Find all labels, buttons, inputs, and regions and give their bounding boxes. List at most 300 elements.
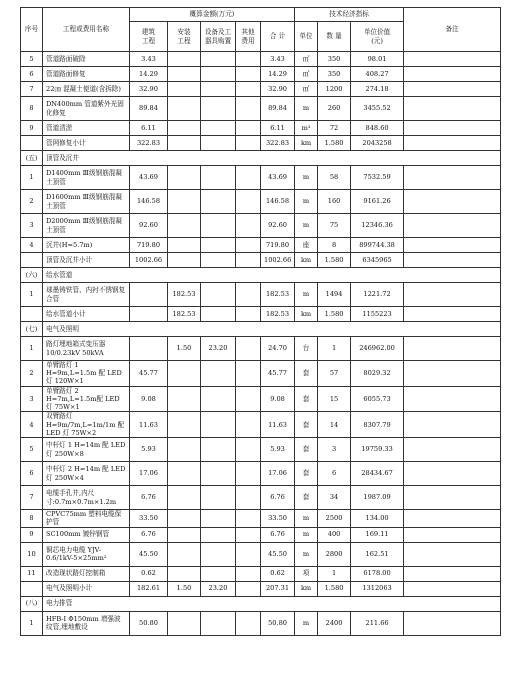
row-quantity: 15: [318, 386, 351, 412]
section-row: [21, 596, 501, 611]
header-estimate-group: 概算金额(万元): [130, 8, 295, 22]
row-total: 32.90: [261, 82, 295, 97]
row-seq: [21, 307, 43, 322]
row-total: 6.76: [261, 527, 295, 542]
table-row: [21, 67, 501, 82]
row-unit: m: [295, 190, 318, 214]
row-remark: [404, 510, 501, 527]
row-total: 1002.66: [261, 253, 295, 268]
row-installation: [168, 166, 201, 190]
table-row: [21, 136, 501, 151]
row-unit-value: 1987.09: [351, 486, 404, 510]
row-remark: [404, 67, 501, 82]
table-row: [21, 82, 501, 97]
row-equipment: [201, 307, 236, 322]
row-unit-value: 211.66: [351, 611, 404, 635]
row-construction: 11.63: [130, 412, 168, 438]
row-unit-value: 246962.00: [351, 337, 404, 361]
row-remark: [404, 283, 501, 307]
row-seq: [21, 136, 43, 151]
row-equipment: [201, 412, 236, 438]
row-remark: [404, 52, 501, 67]
row-seq: [21, 253, 43, 268]
row-total: 6.11: [261, 121, 295, 136]
row-name: 管道路面破除: [43, 52, 130, 67]
row-equipment: [201, 253, 236, 268]
row-other: [236, 97, 261, 121]
row-unit: 项: [295, 566, 318, 581]
row-quantity: 260: [318, 97, 351, 121]
row-unit: ㎡: [295, 67, 318, 82]
row-unit: 套: [295, 386, 318, 412]
row-seq: 2: [21, 190, 43, 214]
header-remark: 备注: [404, 8, 501, 52]
row-total: 5.93: [261, 438, 295, 462]
header-seq: 序号: [21, 8, 43, 52]
row-installation: 182.53: [168, 283, 201, 307]
row-unit-value: 3455.52: [351, 97, 404, 121]
row-other: [236, 52, 261, 67]
row-name: DN400mm 管道紫外光固化修复: [43, 97, 130, 121]
row-remark: [404, 611, 501, 635]
row-installation: 182.53: [168, 307, 201, 322]
row-remark: [404, 307, 501, 322]
row-name: 中杆灯 2 H=14m 配 LED 灯 250W×4: [43, 462, 130, 486]
row-construction: 92.60: [130, 214, 168, 238]
row-construction: [130, 307, 168, 322]
row-total: 182.53: [261, 307, 295, 322]
row-installation: [168, 97, 201, 121]
row-other: [236, 486, 261, 510]
header-quantity: 数 量: [318, 22, 351, 52]
row-remark: [404, 386, 501, 412]
row-total: 322.83: [261, 136, 295, 151]
row-other: [236, 542, 261, 566]
row-construction: 14.29: [130, 67, 168, 82]
row-unit: m: [295, 166, 318, 190]
section-seq: (八): [21, 596, 43, 611]
row-installation: [168, 214, 201, 238]
row-seq: 1: [21, 283, 43, 307]
row-quantity: 2800: [318, 542, 351, 566]
row-other: [236, 121, 261, 136]
row-unit-value: 8307.79: [351, 412, 404, 438]
row-remark: [404, 166, 501, 190]
row-equipment: [201, 67, 236, 82]
row-quantity: 400: [318, 527, 351, 542]
row-unit-value: 6055.73: [351, 386, 404, 412]
row-seq: 4: [21, 412, 43, 438]
row-total: 45.50: [261, 542, 295, 566]
row-construction: 719.80: [130, 238, 168, 253]
row-name: 顶管及沉井小计: [43, 253, 130, 268]
row-name: 单臂路灯 2 H=7m,L=1.5m配 LED 灯 75W×1: [43, 386, 130, 412]
row-equipment: [201, 166, 236, 190]
row-equipment: [201, 82, 236, 97]
table-row: [21, 166, 501, 190]
row-seq: 2: [21, 361, 43, 387]
row-unit: 套: [295, 462, 318, 486]
row-name: 电气及照明小计: [43, 581, 130, 596]
row-installation: [168, 438, 201, 462]
row-quantity: 160: [318, 190, 351, 214]
row-equipment: [201, 214, 236, 238]
row-equipment: [201, 238, 236, 253]
table-row: [21, 307, 501, 322]
row-name: HFB-Ⅰ Φ150mm 增强波纹管,埋地敷设: [43, 611, 130, 635]
table-row: [21, 462, 501, 486]
row-seq: [21, 581, 43, 596]
header-row-top: [21, 8, 501, 22]
row-unit: 套: [295, 412, 318, 438]
row-seq: 3: [21, 214, 43, 238]
row-unit: km: [295, 581, 318, 596]
row-name: D1600mm Ⅲ级钢筋混凝土顶管: [43, 190, 130, 214]
row-total: 24.70: [261, 337, 295, 361]
row-installation: [168, 611, 201, 635]
row-total: 17.06: [261, 462, 295, 486]
row-seq: 3: [21, 386, 43, 412]
section-title: 给水管道: [43, 268, 501, 283]
row-unit: m: [295, 97, 318, 121]
table-row: [21, 238, 501, 253]
row-name: 中杆灯 1 H=14m 配 LED 灯 250W×8: [43, 438, 130, 462]
row-quantity: 1494: [318, 283, 351, 307]
row-quantity: 14: [318, 412, 351, 438]
row-equipment: [201, 527, 236, 542]
row-total: 43.69: [261, 166, 295, 190]
table-row: [21, 361, 501, 387]
row-unit-value: 408.27: [351, 67, 404, 82]
header-unit: 单位: [295, 22, 318, 52]
row-equipment: 23.20: [201, 581, 236, 596]
row-seq: 1: [21, 337, 43, 361]
row-equipment: [201, 283, 236, 307]
row-unit: m: [295, 510, 318, 527]
row-unit: m: [295, 527, 318, 542]
row-construction: 322.83: [130, 136, 168, 151]
row-total: 6.76: [261, 486, 295, 510]
row-other: [236, 307, 261, 322]
row-other: [236, 82, 261, 97]
row-remark: [404, 412, 501, 438]
row-construction: 45.77: [130, 361, 168, 387]
row-seq: 6: [21, 67, 43, 82]
section-title: 电力排管: [43, 596, 501, 611]
row-remark: [404, 566, 501, 581]
row-installation: [168, 190, 201, 214]
row-remark: [404, 462, 501, 486]
row-quantity: 34: [318, 486, 351, 510]
table-row: [21, 52, 501, 67]
row-unit-value: 28434.67: [351, 462, 404, 486]
row-equipment: [201, 136, 236, 151]
row-total: 3.43: [261, 52, 295, 67]
row-name: D1400mm Ⅲ级钢筋混凝土顶管: [43, 166, 130, 190]
row-construction: 6.11: [130, 121, 168, 136]
row-installation: [168, 486, 201, 510]
row-total: 146.58: [261, 190, 295, 214]
row-total: 50.80: [261, 611, 295, 635]
row-total: 9.08: [261, 386, 295, 412]
row-seq: 8: [21, 510, 43, 527]
section-row: [21, 322, 501, 337]
row-total: 89.84: [261, 97, 295, 121]
header-equipment: 设备及工 器具购置: [201, 22, 236, 52]
row-quantity: 1.580: [318, 581, 351, 596]
table-row: [21, 214, 501, 238]
row-other: [236, 337, 261, 361]
row-installation: [168, 542, 201, 566]
row-construction: [130, 337, 168, 361]
row-equipment: 23.20: [201, 337, 236, 361]
row-construction: 3.43: [130, 52, 168, 67]
row-equipment: [201, 386, 236, 412]
section-seq: (七): [21, 322, 43, 337]
row-unit-value: 8029.32: [351, 361, 404, 387]
row-installation: [168, 412, 201, 438]
row-other: [236, 361, 261, 387]
row-remark: [404, 581, 501, 596]
row-construction: 33.50: [130, 510, 168, 527]
row-equipment: [201, 611, 236, 635]
row-remark: [404, 361, 501, 387]
row-other: [236, 611, 261, 635]
row-equipment: [201, 438, 236, 462]
row-unit-value: 2043258: [351, 136, 404, 151]
section-seq: (六): [21, 268, 43, 283]
row-total: 45.77: [261, 361, 295, 387]
row-installation: [168, 136, 201, 151]
row-equipment: [201, 510, 236, 527]
row-remark: [404, 190, 501, 214]
row-construction: 9.08: [130, 386, 168, 412]
row-equipment: [201, 361, 236, 387]
row-installation: [168, 82, 201, 97]
row-other: [236, 386, 261, 412]
row-quantity: 350: [318, 67, 351, 82]
row-seq: 5: [21, 52, 43, 67]
row-unit-value: 1155223: [351, 307, 404, 322]
row-unit-value: 12346.36: [351, 214, 404, 238]
row-total: 92.60: [261, 214, 295, 238]
row-equipment: [201, 566, 236, 581]
row-quantity: 3: [318, 438, 351, 462]
row-quantity: 1.580: [318, 253, 351, 268]
row-quantity: 8: [318, 238, 351, 253]
row-installation: [168, 253, 201, 268]
row-unit-value: 162.51: [351, 542, 404, 566]
row-remark: [404, 253, 501, 268]
row-other: [236, 253, 261, 268]
row-construction: 182.61: [130, 581, 168, 596]
table-row: [21, 542, 501, 566]
section-row: [21, 268, 501, 283]
row-construction: 17.06: [130, 462, 168, 486]
row-unit-value: 19759.33: [351, 438, 404, 462]
table-row: [21, 283, 501, 307]
row-unit: 台: [295, 337, 318, 361]
row-quantity: 2400: [318, 611, 351, 635]
row-unit: 套: [295, 361, 318, 387]
row-quantity: 58: [318, 166, 351, 190]
row-seq: 7: [21, 486, 43, 510]
row-seq: 6: [21, 462, 43, 486]
row-quantity: 75: [318, 214, 351, 238]
header-construction: 建筑 工程: [130, 22, 168, 52]
header-other: 其他 费用: [236, 22, 261, 52]
row-total: 14.29: [261, 67, 295, 82]
table-row: [21, 386, 501, 412]
row-remark: [404, 214, 501, 238]
row-unit: m³: [295, 121, 318, 136]
row-quantity: 57: [318, 361, 351, 387]
row-name: 管道清淤: [43, 121, 130, 136]
row-name: 单臂路灯 1 H=9m,L=1.5m 配 LED 灯 120W×1: [43, 361, 130, 387]
row-seq: 9: [21, 527, 43, 542]
table-row: [21, 566, 501, 581]
row-quantity: 72: [318, 121, 351, 136]
table-row: [21, 97, 501, 121]
row-construction: 1002.66: [130, 253, 168, 268]
row-other: [236, 136, 261, 151]
table-row: [21, 121, 501, 136]
table-row: [21, 337, 501, 361]
row-quantity: 1: [318, 337, 351, 361]
row-unit: m: [295, 611, 318, 635]
estimate-table-body: [21, 52, 501, 636]
row-seq: 5: [21, 438, 43, 462]
row-unit-value: 169.11: [351, 527, 404, 542]
row-quantity: 6: [318, 462, 351, 486]
row-unit: m: [295, 283, 318, 307]
row-total: 11.63: [261, 412, 295, 438]
row-installation: [168, 52, 201, 67]
row-total: 719.80: [261, 238, 295, 253]
section-seq: (五): [21, 151, 43, 166]
row-name: SC100mm 镀锌钢管: [43, 527, 130, 542]
row-remark: [404, 97, 501, 121]
row-construction: 6.76: [130, 527, 168, 542]
row-seq: 9: [21, 121, 43, 136]
row-equipment: [201, 462, 236, 486]
row-remark: [404, 527, 501, 542]
row-name: 改造现状路灯控制箱: [43, 566, 130, 581]
row-construction: 89.84: [130, 97, 168, 121]
row-total: 182.53: [261, 283, 295, 307]
row-equipment: [201, 121, 236, 136]
row-remark: [404, 136, 501, 151]
row-other: [236, 438, 261, 462]
header-tech-group: 技术经济指标: [295, 8, 404, 22]
row-quantity: 2500: [318, 510, 351, 527]
section-title: 电气及照明: [43, 322, 501, 337]
table-row: [21, 527, 501, 542]
row-unit-value: 134.00: [351, 510, 404, 527]
row-remark: [404, 486, 501, 510]
section-row: [21, 151, 501, 166]
row-other: [236, 412, 261, 438]
row-construction: 43.69: [130, 166, 168, 190]
table-row: [21, 611, 501, 635]
row-name: 22㎝ 混凝土便道(含拆除): [43, 82, 130, 97]
row-seq: 1: [21, 611, 43, 635]
row-unit: km: [295, 136, 318, 151]
row-unit: 套: [295, 438, 318, 462]
row-installation: [168, 566, 201, 581]
row-name: 铜芯电力电缆 YJV-0.6/1kV-5×25mm²: [43, 542, 130, 566]
row-other: [236, 566, 261, 581]
row-installation: [168, 238, 201, 253]
row-installation: [168, 527, 201, 542]
row-construction: 5.93: [130, 438, 168, 462]
row-unit: m: [295, 214, 318, 238]
table-row: [21, 486, 501, 510]
row-construction: [130, 283, 168, 307]
row-remark: [404, 337, 501, 361]
row-installation: [168, 361, 201, 387]
row-installation: 1.50: [168, 337, 201, 361]
row-quantity: 1.580: [318, 307, 351, 322]
row-other: [236, 190, 261, 214]
row-unit: km: [295, 253, 318, 268]
row-unit: 套: [295, 486, 318, 510]
row-unit: 座: [295, 238, 318, 253]
header-unit-value: 单位价值 (元): [351, 22, 404, 52]
row-remark: [404, 438, 501, 462]
row-other: [236, 462, 261, 486]
row-unit-value: 274.18: [351, 82, 404, 97]
row-other: [236, 67, 261, 82]
row-other: [236, 581, 261, 596]
row-unit: ㎡: [295, 82, 318, 97]
row-total: 33.50: [261, 510, 295, 527]
row-other: [236, 527, 261, 542]
row-unit: km: [295, 307, 318, 322]
row-quantity: 350: [318, 52, 351, 67]
row-installation: [168, 386, 201, 412]
row-name: CPVC75mm 塑料电缆保护管: [43, 510, 130, 527]
row-seq: 7: [21, 82, 43, 97]
table-row: [21, 581, 501, 596]
row-construction: 146.58: [130, 190, 168, 214]
row-seq: 10: [21, 542, 43, 566]
row-unit-value: 1221.72: [351, 283, 404, 307]
row-name: 管道路面修复: [43, 67, 130, 82]
row-seq: 8: [21, 97, 43, 121]
row-seq: 1: [21, 166, 43, 190]
row-installation: [168, 510, 201, 527]
row-other: [236, 214, 261, 238]
table-row: [21, 253, 501, 268]
header-total: 合 计: [261, 22, 295, 52]
row-name: 管网修复小计: [43, 136, 130, 151]
row-unit-value: 1312063: [351, 581, 404, 596]
table-row: [21, 438, 501, 462]
row-equipment: [201, 542, 236, 566]
row-installation: 1.50: [168, 581, 201, 596]
table-row: [21, 190, 501, 214]
header-name: 工程或费用名称: [43, 8, 130, 52]
row-name: 球墨铸铁管、内衬不锈钢复合管: [43, 283, 130, 307]
row-installation: [168, 67, 201, 82]
row-unit-value: 98.01: [351, 52, 404, 67]
row-total: 207.31: [261, 581, 295, 596]
row-installation: [168, 121, 201, 136]
row-unit-value: 899744.38: [351, 238, 404, 253]
row-equipment: [201, 97, 236, 121]
row-remark: [404, 82, 501, 97]
